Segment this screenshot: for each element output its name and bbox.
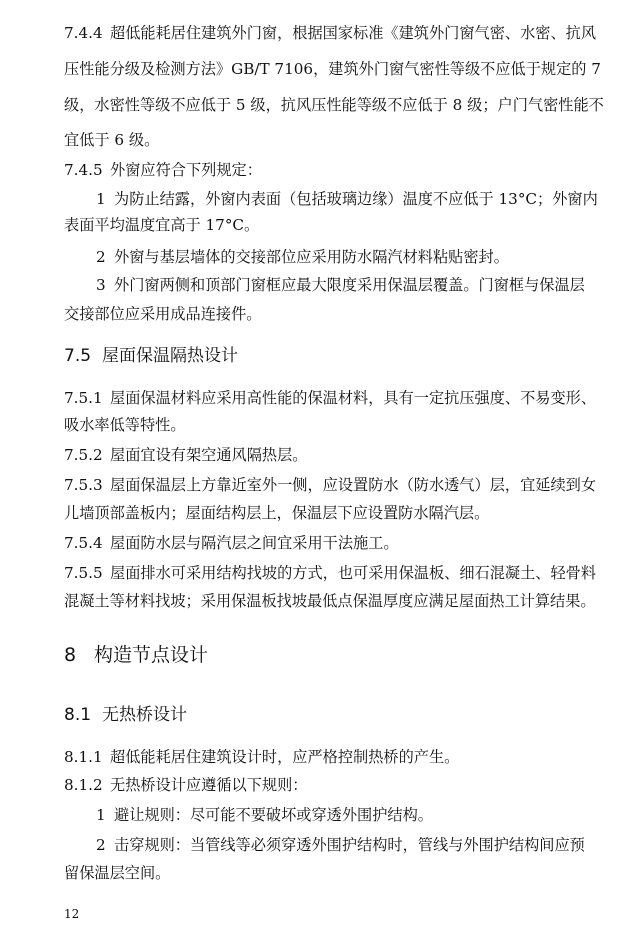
rule-1 [96, 804, 433, 826]
chapter-heading-8 [64, 642, 208, 668]
item-text: 外窗与基层墙体的交接部位应采用防水隔汽材料粘贴密封。 [114, 248, 509, 266]
item-number: 2 [96, 248, 106, 266]
rule-2-line-2: 留保温层空间。 [64, 864, 171, 882]
clause-text: 屋面保温材料应采用高性能的保温材料，具有一定抗压强度、不易变形、 [110, 389, 596, 407]
chapter-title: 构造节点设计 [94, 644, 209, 666]
para-7-4-4-line-4: 宜低于 6 级。 [64, 131, 160, 149]
item-1-line-2: 表面平均温度宜高于 17°C。 [64, 216, 260, 234]
section-title: 无热桥设计 [102, 705, 187, 725]
clause-number: 8.1.2 [64, 776, 103, 794]
clause-number: 7.5.5 [64, 564, 103, 582]
para-7-4-4-line-1 [64, 22, 596, 44]
clause-number: 7.4.5 [64, 161, 103, 179]
para-7-4-4-line-2: 压性能分级及检测方法》GB/T 7106，建筑外门窗气密性等级不应低于规定的 7 [64, 60, 601, 78]
item-number: 1 [96, 190, 106, 208]
item-3-line-1 [96, 274, 585, 296]
para-8-1-2 [64, 774, 307, 796]
clause-text: 屋面排水可采用结构找坡的方式，也可采用保温板、细石混凝土、轻骨料 [110, 564, 596, 582]
para-7-4-5 [64, 159, 262, 181]
chapter-number: 8 [64, 644, 77, 666]
rule-2-line-1 [96, 834, 585, 856]
item-number: 1 [96, 806, 106, 824]
clause-text: 屋面宜设有架空通风隔热层。 [110, 446, 308, 464]
clause-text: 超低能耗居住建筑设计时，应严格控制热桥的产生。 [110, 748, 460, 766]
item-1-line-1 [96, 188, 598, 210]
item-text: 外门窗两侧和顶部门窗框应最大限度采用保温层覆盖。门窗框与保温层 [114, 276, 585, 294]
para-7-5-3-line-2: 儿墙顶部盖板内；屋面结构层上，保温层下应设置防水隔汽层。 [64, 504, 490, 522]
clause-number: 7.4.4 [64, 24, 103, 42]
clause-number: 7.5.2 [64, 446, 103, 464]
item-2 [96, 246, 509, 268]
clause-text: 屋面防水层与隔汽层之间宜采用干法施工。 [110, 534, 399, 552]
section-title: 屋面保温隔热设计 [102, 346, 238, 366]
item-3-line-2: 交接部位应采用成品连接件。 [64, 305, 262, 323]
item-number: 2 [96, 836, 106, 854]
section-number: 7.5 [64, 346, 92, 366]
para-7-5-5-line-2: 混凝土等材料找坡；采用保温板找坡最低点保温厚度应满足屋面热工计算结果。 [64, 592, 596, 610]
para-7-5-2 [64, 444, 307, 466]
clause-number: 7.5.1 [64, 389, 103, 407]
clause-number: 7.5.3 [64, 476, 103, 494]
clause-number: 7.5.4 [64, 534, 103, 552]
clause-text: 外窗应符合下列规定： [110, 161, 262, 179]
para-7-5-1-line-2: 吸水率低等特性。 [64, 416, 186, 434]
para-7-5-1-line-1 [64, 387, 596, 409]
section-number: 8.1 [64, 705, 92, 725]
item-number: 3 [96, 276, 106, 294]
para-7-5-5-line-1 [64, 562, 596, 584]
clause-number: 8.1.1 [64, 748, 103, 766]
para-8-1-1 [64, 746, 459, 768]
item-text: 避让规则：尽可能不要破坏或穿透外围护结构。 [114, 806, 433, 824]
clause-text: 超低能耗居住建筑外门窗，根据国家标准《建筑外门窗气密、水密、抗风 [110, 24, 596, 42]
para-7-5-3-line-1 [64, 474, 596, 496]
section-heading-7-5 [64, 344, 238, 368]
section-heading-8-1 [64, 703, 187, 727]
item-text: 为防止结露，外窗内表面（包括玻璃边缘）温度不应低于 13°C；外窗内 [114, 190, 598, 208]
clause-text: 屋面保温层上方靠近室外一侧，应设置防水（防水透气）层，宜延续到女 [110, 476, 596, 494]
item-text: 击穿规则：当管线等必须穿透外围护结构时，管线与外围护结构间应预 [114, 836, 585, 854]
para-7-5-4 [64, 532, 399, 554]
clause-text: 无热桥设计应遵循以下规则： [110, 776, 308, 794]
para-7-4-4-line-3: 级，水密性等级不应低于 5 级，抗风压性能等级不应低于 8 级；户门气密性能不 [64, 96, 604, 114]
page-number: 12 [64, 907, 80, 921]
